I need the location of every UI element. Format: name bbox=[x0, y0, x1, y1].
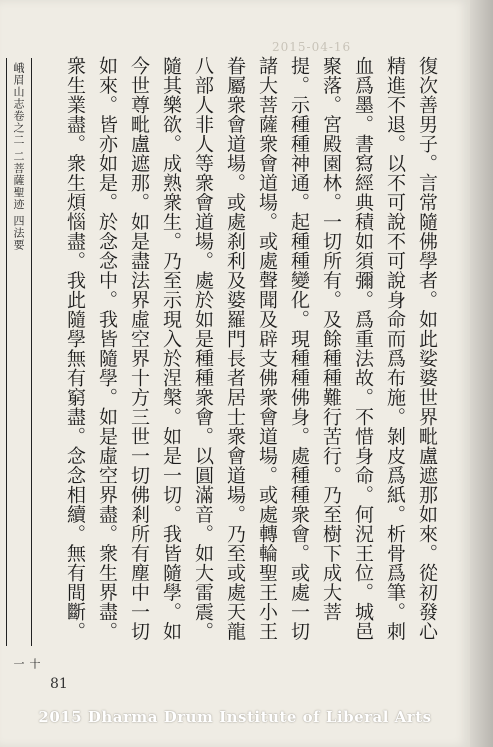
watermark: 2015 Dharma Drum Institute of Liberal Arts bbox=[38, 708, 432, 726]
page-number: 81 bbox=[50, 676, 68, 692]
page-edge bbox=[470, 0, 493, 747]
vertical-text-body bbox=[55, 56, 443, 656]
folio-number: 十一 bbox=[12, 658, 41, 669]
date-stamp: 2015-04-16 bbox=[272, 40, 352, 54]
paragraph-1: 復次善男子。言常隨佛學者。如此娑婆世界毗盧遮那如來。從初發心精進不退。以不可說不可說身命而爲布施。剝皮爲紙。析骨爲筆。刺血爲墨。書寫經典積如須彌。爲重法故。不惜身命。何況王位。城邑聚落。宮殿園林。一切所有。及餘種種難行苦行。乃至樹下成大菩提。示種種神通。起種種變化。現種種佛身。處種種衆會。或處一切諸大菩薩衆會道場。或處聲聞及辟支佛衆會道場。或處轉輪聖王小王眷屬衆會道場。或處刹利及婆羅門長者居士衆會道場。乃至或處天龍八部人非人等衆會道場。處於如是種種衆會。以圓滿音。如大雷震。隨其樂欲。成熟衆生。乃至示現入於涅槃。如是一切。我皆隨學。如今世尊毗盧遮那。如是盡法界虛空界十方三世一切佛剎所有塵中一切如來。皆亦如是。於念念中。我皆隨學。如是虛空界盡。衆生界盡。衆生業盡。衆生煩惱盡。我此隨學無有窮盡。念念相續。無有間斷。 bbox=[64, 56, 438, 641]
margin-column bbox=[6, 58, 41, 669]
margin-header: 峨眉山志卷之二 二菩薩聖迹 四法要 bbox=[12, 62, 25, 251]
